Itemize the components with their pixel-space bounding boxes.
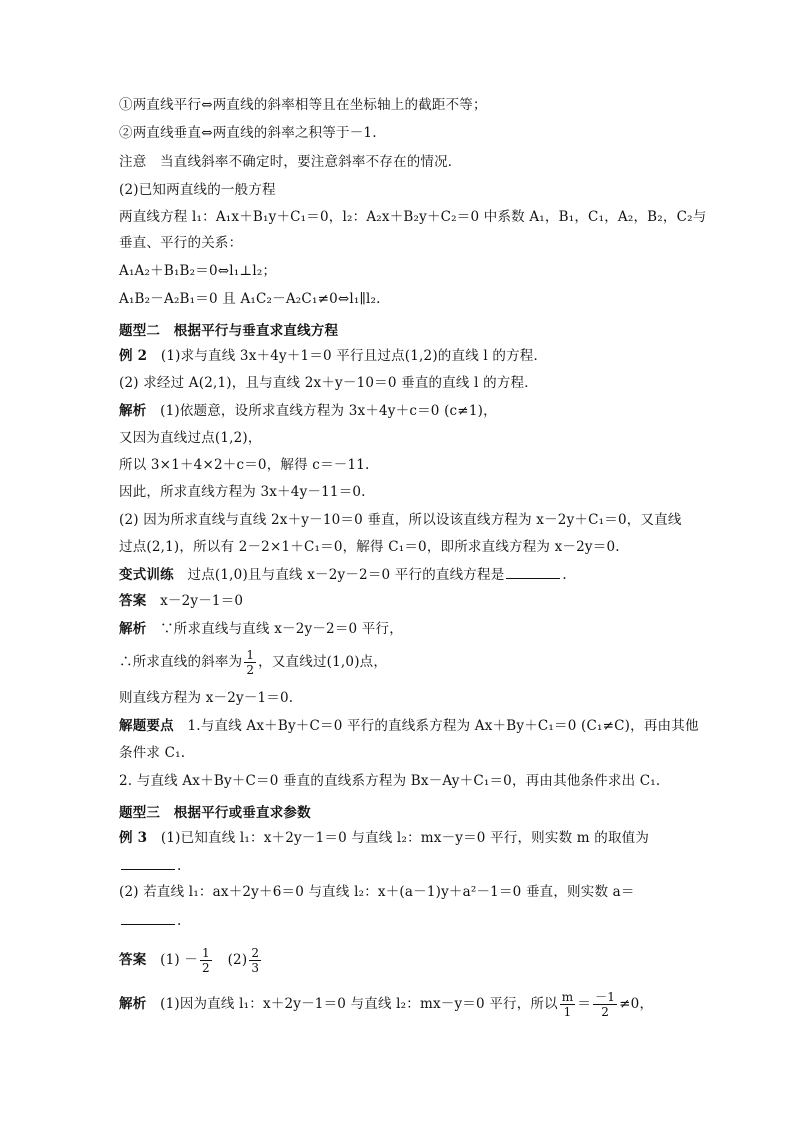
fraction	[593, 990, 617, 1019]
text-line: 两直线方程 l₁：A₁x＋B₁y＋C₁＝0，l₂：A₂x＋B₂y＋C₂＝0 中系数 A₁，B₁，C₁，A₂，B₂，C₂与	[119, 209, 707, 225]
text-segment: ，又直线过(1,0)点，	[258, 654, 388, 670]
fraction-numerator: －1	[595, 990, 616, 1004]
solution-line	[119, 402, 497, 420]
blank-line	[119, 911, 182, 930]
text-line: A₁B₂－A₂B₁＝0 且 A₁C₂－A₂C₁≠0⇔l₁∥l₂.	[119, 291, 381, 307]
fraction-denominator: 3	[251, 961, 260, 975]
fraction-denominator: 2	[202, 961, 210, 975]
text-line: 垂直、平行的关系：	[119, 235, 243, 251]
blank-line	[119, 856, 182, 875]
text-segment: ≠0，	[619, 996, 654, 1012]
text-line	[119, 648, 387, 677]
example-label: 例 3	[119, 830, 148, 846]
text-line: ①两直线平行⇔两直线的斜率相等且在坐标轴上的截距不等；	[119, 97, 487, 113]
fraction	[200, 946, 212, 975]
text-line: (2) 若直线 l₁：ax＋2y＋6＝0 与直线 l₂：x＋(a－1)y＋a²－1＝0 垂直，则实数 a＝	[119, 884, 635, 900]
variant-end: .	[562, 567, 567, 583]
fraction-denominator: 1	[563, 1005, 572, 1019]
answer-line	[119, 946, 263, 975]
text-line: (2) 求经过 A(2,1)，且与直线 2x＋y－10＝0 垂直的直线 l 的方程．	[119, 375, 538, 391]
fraction-numerator: 1	[246, 648, 255, 662]
text-line: (2) 因为所求直线与直线 2x＋y－10＝0 垂直，所以设该直线方程为 x－2y＋C₁＝0，又直线	[119, 512, 682, 528]
fraction-denominator: 2	[601, 1005, 610, 1019]
answer-blank	[121, 911, 175, 925]
text-segment: ＝	[577, 996, 592, 1012]
text-line: 又因为直线过点(1,2)，	[119, 430, 262, 446]
text-line: ②两直线垂直⇔两直线的斜率之积等于－1.	[119, 125, 377, 141]
fraction-numerator: m	[561, 990, 574, 1004]
solution-text: ∵所求直线与直线 x－2y－2＝0 平行，	[146, 621, 403, 637]
variant-text: 过点(1,0)且与直线 x－2y－2＝0 平行的直线方程是	[173, 567, 505, 583]
section-heading: 题型三 根据平行或垂直求参数	[119, 805, 311, 821]
text-segment: .	[177, 858, 182, 874]
key-point-line	[119, 717, 699, 735]
fraction	[560, 990, 576, 1019]
text-line: 2. 与直线 Ax＋By＋C＝0 垂直的直线系方程为 Bx－Ay＋C₁＝0，再由其他条件求出 C₁.	[119, 773, 661, 789]
text-line: 所以 3×1＋4×2＋c＝0，解得 c＝－11.	[119, 457, 370, 473]
example-line	[119, 829, 649, 847]
text-line: A₁A₂＋B₁B₂＝0⇔l₁⊥l₂；	[119, 263, 277, 279]
text-line: 因此，所求直线方程为 3x＋4y－11＝0.	[119, 484, 366, 500]
text-segment: (1)因为直线 l₁：x＋2y－1＝0 与直线 l₂：mx－y＝0 平行，所以	[146, 996, 558, 1012]
section-heading: 题型二 根据平行与垂直求直线方程	[119, 323, 339, 339]
text-line: (2)已知两直线的一般方程	[119, 182, 276, 198]
variant-line	[119, 565, 567, 584]
fraction-numerator: 2	[251, 946, 260, 960]
answer-line	[119, 592, 243, 610]
fraction	[244, 648, 256, 677]
solution-text: (1)依题意，设所求直线方程为 3x＋4y＋c＝0 (c≠1)，	[146, 403, 497, 419]
text-segment: .	[177, 913, 182, 929]
solution-label: 解析	[119, 621, 147, 637]
text-segment: (2)	[213, 952, 248, 968]
text-line: 条件求 C₁.	[119, 745, 186, 761]
key-point-label: 解题要点	[119, 718, 174, 734]
fraction-denominator: 2	[246, 663, 255, 677]
fraction-numerator: 1	[202, 946, 210, 960]
answer-label: 答案	[119, 952, 147, 968]
answer-label: 答案	[119, 593, 147, 609]
text-line: 则直线方程为 x－2y－1＝0.	[119, 690, 294, 706]
example-line	[119, 347, 547, 365]
text-segment: ∴所求直线的斜率为	[119, 654, 243, 670]
answer-blank	[506, 565, 560, 579]
fraction	[249, 946, 261, 975]
solution-line	[119, 990, 653, 1019]
answer-blank	[121, 856, 175, 870]
variant-label: 变式训练	[119, 567, 174, 583]
solution-label: 解析	[119, 996, 147, 1012]
text-segment: (1) －	[146, 952, 199, 968]
text-line: 注意 当直线斜率不确定时，要注意斜率不存在的情况．	[119, 154, 462, 170]
answer-text: x－2y－1＝0	[146, 593, 244, 609]
example-text: (1)求与直线 3x＋4y＋1＝0 平行且过点(1,2)的直线 l 的方程．	[147, 348, 548, 364]
solution-label: 解析	[119, 403, 147, 419]
key-point-text: 1.与直线 Ax＋By＋C＝0 平行的直线系方程为 Ax＋By＋C₁＝0 (C₁≠C)，再由其他	[173, 718, 699, 734]
example-text: (1)已知直线 l₁：x＋2y－1＝0 与直线 l₂：mx－y＝0 平行，则实数 m 的取值为	[147, 830, 650, 846]
solution-line	[119, 620, 403, 638]
example-label: 例 2	[119, 348, 148, 364]
text-line: 过点(2,1)，所以有 2－2×1＋C₁＝0，解得 C₁＝0，即所求直线方程为 x－2y＝0.	[119, 539, 620, 555]
